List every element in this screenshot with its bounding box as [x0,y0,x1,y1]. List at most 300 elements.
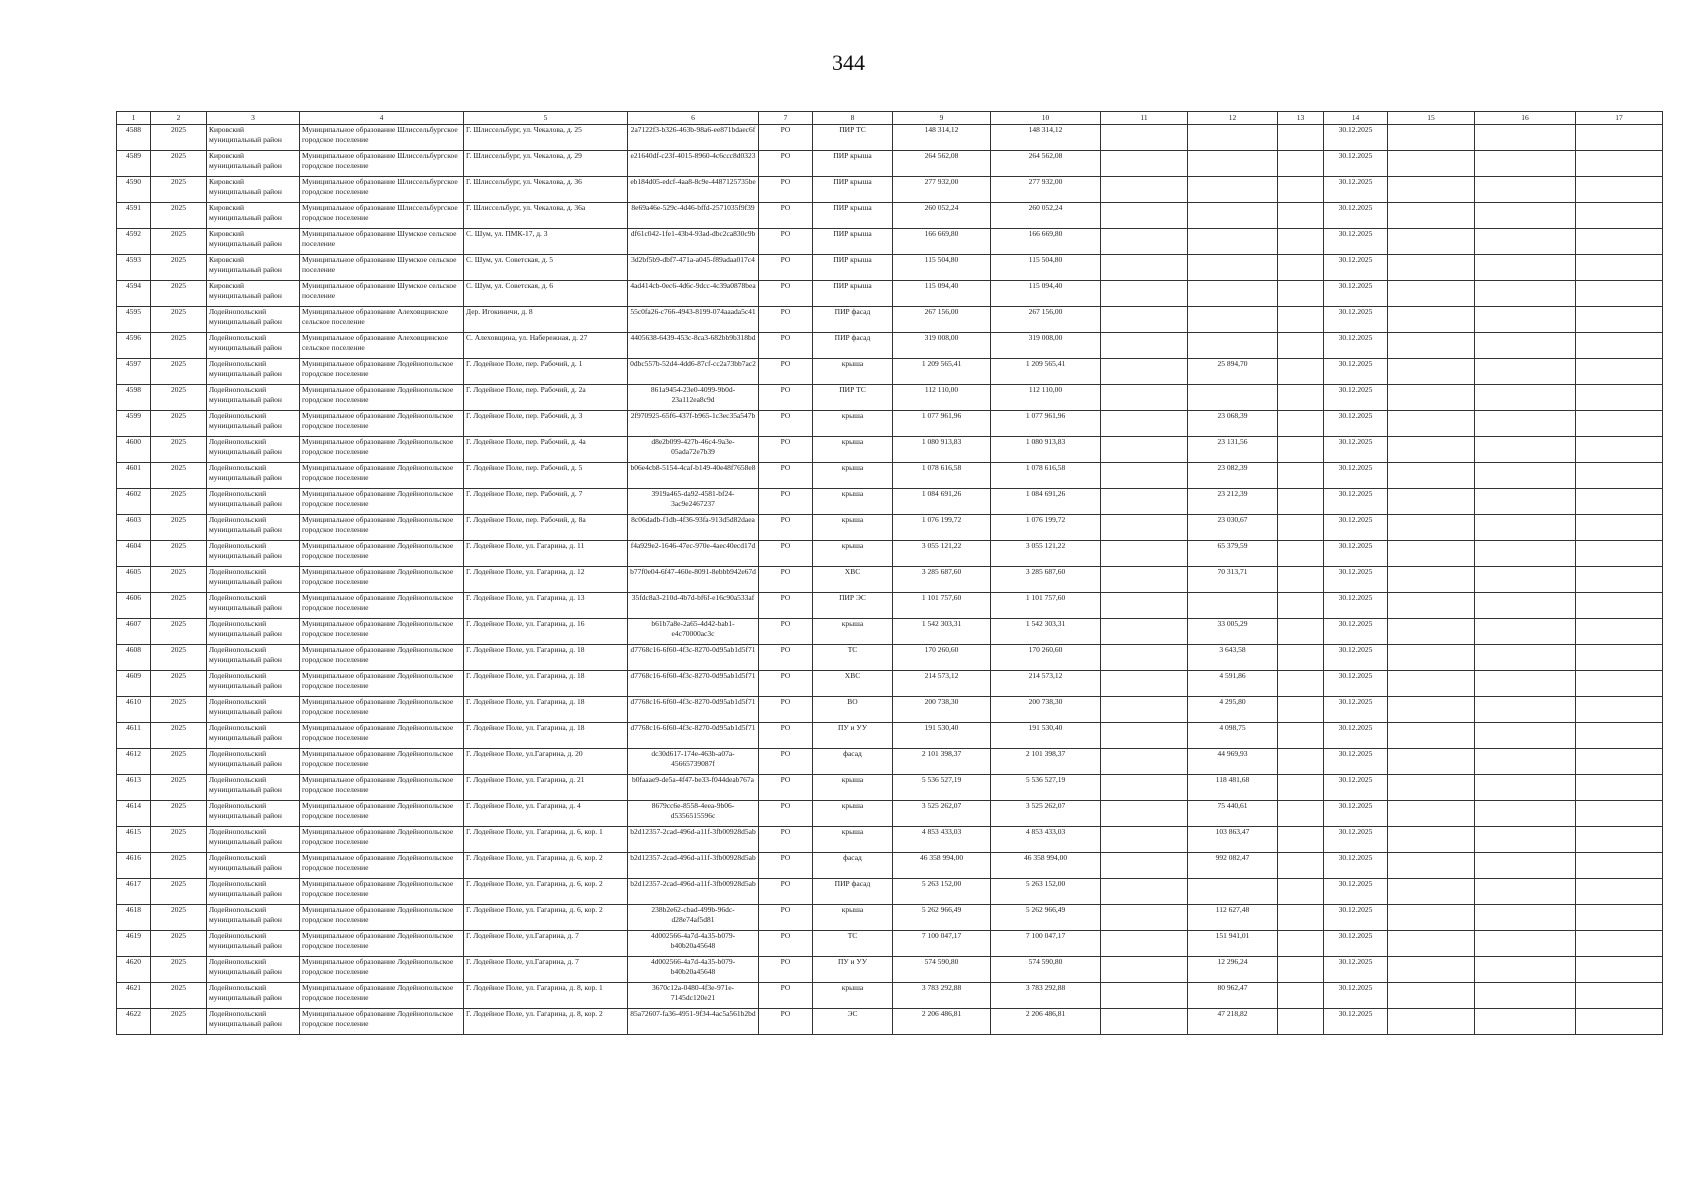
cell-col-15 [1388,567,1475,593]
cell-col-1: 4612 [117,749,151,775]
cell-col-16 [1475,723,1576,749]
register-table [116,111,1663,1035]
cell-col-11 [1101,619,1188,645]
cell-col-6: eb184d05-edcf-4aa8-8c9e-4487125735be [628,177,759,203]
cell-col-6: d7768c16-6f60-4f3c-8270-0d95ab1d5f71 [628,645,759,671]
cell-col-4: Муниципальное образование Лодейнопольское городское поселение [300,723,464,749]
cell-col-7: РО [759,203,813,229]
cell-col-14: 30.12.2025 [1324,385,1388,411]
cell-col-5: Г. Лодейное Поле, пер. Рабочий, д. 4а [464,437,628,463]
cell-col-11 [1101,177,1188,203]
cell-col-17 [1576,879,1663,905]
cell-col-2: 2025 [151,281,207,307]
cell-col-11 [1101,567,1188,593]
cell-col-15 [1388,801,1475,827]
cell-col-9: 1 084 691,26 [893,489,991,515]
cell-col-9: 5 263 152,00 [893,879,991,905]
cell-col-6: e21640df-c23f-4015-8960-4c6ccc8d0323 [628,151,759,177]
cell-col-17 [1576,1009,1663,1035]
cell-col-10: 277 932,00 [991,177,1101,203]
cell-col-10: 170 260,60 [991,645,1101,671]
cell-col-11 [1101,775,1188,801]
cell-col-8: крыша [813,489,893,515]
cell-col-7: РО [759,723,813,749]
cell-col-15 [1388,593,1475,619]
cell-col-1: 4605 [117,567,151,593]
cell-col-7: РО [759,879,813,905]
cell-col-12: 118 481,68 [1188,775,1278,801]
cell-col-1: 4596 [117,333,151,359]
cell-col-4: Муниципальное образование Лодейнопольское городское поселение [300,411,464,437]
cell-col-16 [1475,827,1576,853]
cell-col-9: 1 077 961,96 [893,411,991,437]
header-row [117,112,1663,125]
cell-col-4: Муниципальное образование Лодейнопольское городское поселение [300,1009,464,1035]
cell-col-6: 8e69a46e-529c-4d46-bffd-2571035f9f39 [628,203,759,229]
cell-col-8: крыша [813,437,893,463]
cell-col-16 [1475,619,1576,645]
cell-col-7: РО [759,775,813,801]
cell-col-10: 3 285 687,60 [991,567,1101,593]
cell-col-6: 2f970925-65f6-437f-b965-1c3ec35a547b [628,411,759,437]
cell-col-6: b61b7a8e-2a65-4d42-bab1-e4c70000ac3c [628,619,759,645]
cell-col-11 [1101,515,1188,541]
cell-col-2: 2025 [151,619,207,645]
table-row [117,853,1663,879]
cell-col-15 [1388,853,1475,879]
cell-col-3: Лодейнопольский муниципальный район [207,957,300,983]
cell-col-16 [1475,775,1576,801]
cell-col-11 [1101,411,1188,437]
cell-col-15 [1388,307,1475,333]
cell-col-9: 574 590,80 [893,957,991,983]
cell-col-16 [1475,931,1576,957]
cell-col-3: Кировский муниципальный район [207,229,300,255]
cell-col-7: РО [759,957,813,983]
table-row [117,723,1663,749]
cell-col-15 [1388,905,1475,931]
cell-col-5: Г. Лодейное Поле, ул. Гагарина, д. 11 [464,541,628,567]
cell-col-7: РО [759,437,813,463]
column-header-8: 8 [813,112,893,125]
cell-col-11 [1101,853,1188,879]
cell-col-5: С. Шум, ул. ПМК-17, д. 3 [464,229,628,255]
cell-col-8: ПИР фасад [813,307,893,333]
cell-col-9: 3 783 292,88 [893,983,991,1009]
cell-col-15 [1388,619,1475,645]
cell-col-7: РО [759,541,813,567]
cell-col-13 [1278,151,1324,177]
cell-col-12 [1188,151,1278,177]
cell-col-16 [1475,151,1576,177]
cell-col-8: фасад [813,853,893,879]
cell-col-9: 115 094,40 [893,281,991,307]
cell-col-8: ПИР крыша [813,255,893,281]
cell-col-4: Муниципальное образование Лодейнопольское городское поселение [300,905,464,931]
cell-col-15 [1388,697,1475,723]
cell-col-1: 4602 [117,489,151,515]
cell-col-1: 4597 [117,359,151,385]
cell-col-17 [1576,437,1663,463]
cell-col-5: Г. Лодейное Поле, ул.Гагарина, д. 20 [464,749,628,775]
cell-col-2: 2025 [151,151,207,177]
cell-col-17 [1576,957,1663,983]
cell-col-12: 103 863,47 [1188,827,1278,853]
cell-col-14: 30.12.2025 [1324,281,1388,307]
cell-col-8: ПИР ТС [813,125,893,151]
cell-col-8: ПУ и УУ [813,957,893,983]
cell-col-9: 3 525 262,07 [893,801,991,827]
cell-col-14: 30.12.2025 [1324,801,1388,827]
cell-col-7: РО [759,229,813,255]
cell-col-8: крыша [813,775,893,801]
cell-col-13 [1278,645,1324,671]
cell-col-1: 4589 [117,151,151,177]
cell-col-15 [1388,827,1475,853]
table-row [117,385,1663,411]
cell-col-6: b77f0e04-6f47-460e-8091-8ebbb942e67d [628,567,759,593]
cell-col-12: 44 969,93 [1188,749,1278,775]
cell-col-5: Г. Лодейное Поле, ул. Гагарина, д. 18 [464,723,628,749]
cell-col-15 [1388,437,1475,463]
cell-col-9: 1 101 757,60 [893,593,991,619]
cell-col-13 [1278,697,1324,723]
cell-col-7: РО [759,307,813,333]
cell-col-13 [1278,593,1324,619]
cell-col-17 [1576,749,1663,775]
cell-col-3: Лодейнопольский муниципальный район [207,1009,300,1035]
cell-col-1: 4601 [117,463,151,489]
cell-col-10: 2 101 398,37 [991,749,1101,775]
cell-col-16 [1475,359,1576,385]
cell-col-3: Лодейнопольский муниципальный район [207,775,300,801]
cell-col-7: РО [759,905,813,931]
cell-col-1: 4591 [117,203,151,229]
column-header-7: 7 [759,112,813,125]
cell-col-1: 4620 [117,957,151,983]
cell-col-14: 30.12.2025 [1324,827,1388,853]
cell-col-11 [1101,541,1188,567]
table-row [117,1009,1663,1035]
cell-col-10: 4 853 433,03 [991,827,1101,853]
cell-col-3: Лодейнопольский муниципальный район [207,749,300,775]
cell-col-11 [1101,203,1188,229]
column-header-11: 11 [1101,112,1188,125]
cell-col-2: 2025 [151,515,207,541]
cell-col-9: 46 358 994,00 [893,853,991,879]
cell-col-17 [1576,177,1663,203]
cell-col-3: Лодейнопольский муниципальный район [207,619,300,645]
cell-col-16 [1475,177,1576,203]
cell-col-6: 8679cc6e-8558-4eea-9b06-d5356515596c [628,801,759,827]
cell-col-8: крыша [813,359,893,385]
cell-col-4: Муниципальное образование Лодейнопольское городское поселение [300,593,464,619]
cell-col-4: Муниципальное образование Лодейнопольское городское поселение [300,619,464,645]
table-header [117,112,1663,125]
column-header-5: 5 [464,112,628,125]
cell-col-5: С. Шум, ул. Советская, д. 5 [464,255,628,281]
cell-col-16 [1475,593,1576,619]
cell-col-3: Лодейнопольский муниципальный район [207,931,300,957]
cell-col-9: 3 285 687,60 [893,567,991,593]
cell-col-3: Лодейнопольский муниципальный район [207,463,300,489]
cell-col-4: Муниципальное образование Алеховщинское сельское поселение [300,333,464,359]
cell-col-11 [1101,489,1188,515]
cell-col-14: 30.12.2025 [1324,671,1388,697]
cell-col-5: Г. Лодейное Поле, ул. Гагарина, д. 8, кор. 1 [464,983,628,1009]
cell-col-4: Муниципальное образование Алеховщинское сельское поселение [300,307,464,333]
cell-col-4: Муниципальное образование Лодейнопольское городское поселение [300,437,464,463]
cell-col-17 [1576,359,1663,385]
cell-col-4: Муниципальное образование Лодейнопольское городское поселение [300,697,464,723]
cell-col-2: 2025 [151,567,207,593]
cell-col-16 [1475,411,1576,437]
cell-col-17 [1576,593,1663,619]
cell-col-4: Муниципальное образование Шумское сельское поселение [300,229,464,255]
cell-col-14: 30.12.2025 [1324,359,1388,385]
cell-col-2: 2025 [151,827,207,853]
cell-col-13 [1278,983,1324,1009]
cell-col-17 [1576,905,1663,931]
column-header-17: 17 [1576,112,1663,125]
cell-col-7: РО [759,463,813,489]
cell-col-1: 4603 [117,515,151,541]
cell-col-3: Лодейнопольский муниципальный район [207,515,300,541]
cell-col-14: 30.12.2025 [1324,645,1388,671]
table-row [117,645,1663,671]
cell-col-13 [1278,567,1324,593]
cell-col-7: РО [759,593,813,619]
cell-col-11 [1101,957,1188,983]
cell-col-5: Г. Лодейное Поле, ул. Гагарина, д. 18 [464,671,628,697]
cell-col-7: РО [759,567,813,593]
cell-col-2: 2025 [151,437,207,463]
cell-col-8: ПИР фасад [813,333,893,359]
cell-col-14: 30.12.2025 [1324,931,1388,957]
cell-col-10: 148 314,12 [991,125,1101,151]
cell-col-6: 861a9454-23e0-4099-9b0d-23a112ea8c9d [628,385,759,411]
cell-col-12 [1188,333,1278,359]
cell-col-14: 30.12.2025 [1324,749,1388,775]
cell-col-12: 23 068,39 [1188,411,1278,437]
cell-col-11 [1101,801,1188,827]
cell-col-7: РО [759,749,813,775]
cell-col-15 [1388,125,1475,151]
cell-col-2: 2025 [151,775,207,801]
cell-col-13 [1278,255,1324,281]
cell-col-4: Муниципальное образование Шумское сельское поселение [300,281,464,307]
cell-col-3: Лодейнопольский муниципальный район [207,333,300,359]
cell-col-13 [1278,515,1324,541]
cell-col-13 [1278,619,1324,645]
cell-col-13 [1278,385,1324,411]
cell-col-12 [1188,307,1278,333]
cell-col-12: 23 212,39 [1188,489,1278,515]
cell-col-10: 1 076 199,72 [991,515,1101,541]
column-header-4: 4 [300,112,464,125]
cell-col-7: РО [759,671,813,697]
cell-col-4: Муниципальное образование Шлиссельбургское городское поселение [300,177,464,203]
cell-col-16 [1475,879,1576,905]
cell-col-14: 30.12.2025 [1324,619,1388,645]
cell-col-17 [1576,125,1663,151]
cell-col-1: 4606 [117,593,151,619]
cell-col-2: 2025 [151,931,207,957]
cell-col-17 [1576,255,1663,281]
cell-col-7: РО [759,619,813,645]
cell-col-12 [1188,385,1278,411]
cell-col-3: Лодейнопольский муниципальный район [207,437,300,463]
table-row [117,957,1663,983]
cell-col-3: Лодейнопольский муниципальный район [207,827,300,853]
cell-col-10: 5 262 966,49 [991,905,1101,931]
cell-col-11 [1101,1009,1188,1035]
cell-col-12: 47 218,82 [1188,1009,1278,1035]
cell-col-10: 2 206 486,81 [991,1009,1101,1035]
table-row [117,203,1663,229]
cell-col-15 [1388,749,1475,775]
cell-col-7: РО [759,853,813,879]
cell-col-1: 4590 [117,177,151,203]
cell-col-15 [1388,359,1475,385]
cell-col-2: 2025 [151,229,207,255]
cell-col-6: 4405638-6439-453c-8ca3-682bb9b318bd [628,333,759,359]
cell-col-2: 2025 [151,333,207,359]
cell-col-12 [1188,203,1278,229]
cell-col-3: Лодейнопольский муниципальный район [207,593,300,619]
cell-col-9: 319 008,00 [893,333,991,359]
cell-col-4: Муниципальное образование Шлиссельбургское городское поселение [300,203,464,229]
cell-col-7: РО [759,385,813,411]
cell-col-11 [1101,437,1188,463]
cell-col-14: 30.12.2025 [1324,307,1388,333]
cell-col-8: крыша [813,515,893,541]
column-header-3: 3 [207,112,300,125]
cell-col-3: Лодейнопольский муниципальный район [207,411,300,437]
table-row [117,125,1663,151]
column-header-1: 1 [117,112,151,125]
cell-col-13 [1278,333,1324,359]
cell-col-3: Лодейнопольский муниципальный район [207,359,300,385]
cell-col-1: 4600 [117,437,151,463]
cell-col-6: 4ad414cb-0ec6-4d6c-9dcc-4c39a0878bea [628,281,759,307]
cell-col-13 [1278,437,1324,463]
cell-col-15 [1388,671,1475,697]
cell-col-15 [1388,515,1475,541]
cell-col-13 [1278,411,1324,437]
cell-col-5: Г. Шлиссельбург, ул. Чекалова, д. 25 [464,125,628,151]
cell-col-12 [1188,281,1278,307]
cell-col-17 [1576,151,1663,177]
cell-col-17 [1576,853,1663,879]
cell-col-12: 4 098,75 [1188,723,1278,749]
cell-col-1: 4610 [117,697,151,723]
cell-col-12 [1188,177,1278,203]
cell-col-17 [1576,229,1663,255]
cell-col-9: 1 076 199,72 [893,515,991,541]
cell-col-5: Г. Шлиссельбург, ул. Чекалова, д. 36 [464,177,628,203]
cell-col-9: 1 080 913,83 [893,437,991,463]
cell-col-11 [1101,983,1188,1009]
cell-col-9: 5 262 966,49 [893,905,991,931]
cell-col-9: 2 206 486,81 [893,1009,991,1035]
cell-col-5: Г. Лодейное Поле, ул.Гагарина, д. 7 [464,957,628,983]
cell-col-13 [1278,489,1324,515]
cell-col-14: 30.12.2025 [1324,437,1388,463]
cell-col-12: 23 082,39 [1188,463,1278,489]
cell-col-14: 30.12.2025 [1324,515,1388,541]
cell-col-1: 4622 [117,1009,151,1035]
cell-col-3: Кировский муниципальный район [207,125,300,151]
cell-col-17 [1576,463,1663,489]
cell-col-4: Муниципальное образование Лодейнопольское городское поселение [300,463,464,489]
cell-col-11 [1101,359,1188,385]
cell-col-6: d8e2b099-427b-46c4-9a3e-05ada72e7b39 [628,437,759,463]
cell-col-9: 264 562,08 [893,151,991,177]
cell-col-5: Г. Шлиссельбург, ул. Чекалова, д. 29 [464,151,628,177]
cell-col-4: Муниципальное образование Лодейнопольское городское поселение [300,541,464,567]
cell-col-4: Муниципальное образование Лодейнопольское городское поселение [300,515,464,541]
cell-col-2: 2025 [151,671,207,697]
cell-col-9: 170 260,60 [893,645,991,671]
cell-col-13 [1278,879,1324,905]
cell-col-11 [1101,307,1188,333]
cell-col-13 [1278,749,1324,775]
cell-col-9: 2 101 398,37 [893,749,991,775]
column-header-10: 10 [991,112,1101,125]
cell-col-5: Г. Лодейное Поле, ул. Гагарина, д. 18 [464,645,628,671]
cell-col-6: d7768c16-6f60-4f3c-8270-0d95ab1d5f71 [628,671,759,697]
cell-col-5: Г. Лодейное Поле, ул. Гагарина, д. 18 [464,697,628,723]
cell-col-4: Муниципальное образование Лодейнопольское городское поселение [300,957,464,983]
cell-col-1: 4594 [117,281,151,307]
cell-col-9: 3 055 121,22 [893,541,991,567]
cell-col-9: 191 530,40 [893,723,991,749]
cell-col-13 [1278,827,1324,853]
cell-col-17 [1576,827,1663,853]
cell-col-2: 2025 [151,645,207,671]
cell-col-4: Муниципальное образование Лодейнопольское городское поселение [300,671,464,697]
cell-col-6: 3919a465-da92-4581-bf24-3ac9e2467237 [628,489,759,515]
cell-col-2: 2025 [151,1009,207,1035]
cell-col-10: 3 525 262,07 [991,801,1101,827]
cell-col-3: Лодейнопольский муниципальный район [207,801,300,827]
cell-col-8: ХВС [813,567,893,593]
table-row [117,177,1663,203]
column-header-6: 6 [628,112,759,125]
cell-col-11 [1101,151,1188,177]
cell-col-1: 4588 [117,125,151,151]
cell-col-3: Лодейнопольский муниципальный район [207,879,300,905]
cell-col-4: Муниципальное образование Лодейнопольское городское поселение [300,385,464,411]
cell-col-12: 4 591,86 [1188,671,1278,697]
cell-col-15 [1388,411,1475,437]
cell-col-2: 2025 [151,983,207,1009]
cell-col-11 [1101,385,1188,411]
cell-col-2: 2025 [151,307,207,333]
cell-col-13 [1278,957,1324,983]
cell-col-15 [1388,281,1475,307]
cell-col-17 [1576,541,1663,567]
cell-col-3: Кировский муниципальный район [207,177,300,203]
cell-col-2: 2025 [151,905,207,931]
cell-col-7: РО [759,827,813,853]
table-row [117,931,1663,957]
table-row [117,671,1663,697]
cell-col-1: 4598 [117,385,151,411]
cell-col-6: 238b2e62-cbad-499b-96dc-d28e74af5d81 [628,905,759,931]
cell-col-14: 30.12.2025 [1324,203,1388,229]
